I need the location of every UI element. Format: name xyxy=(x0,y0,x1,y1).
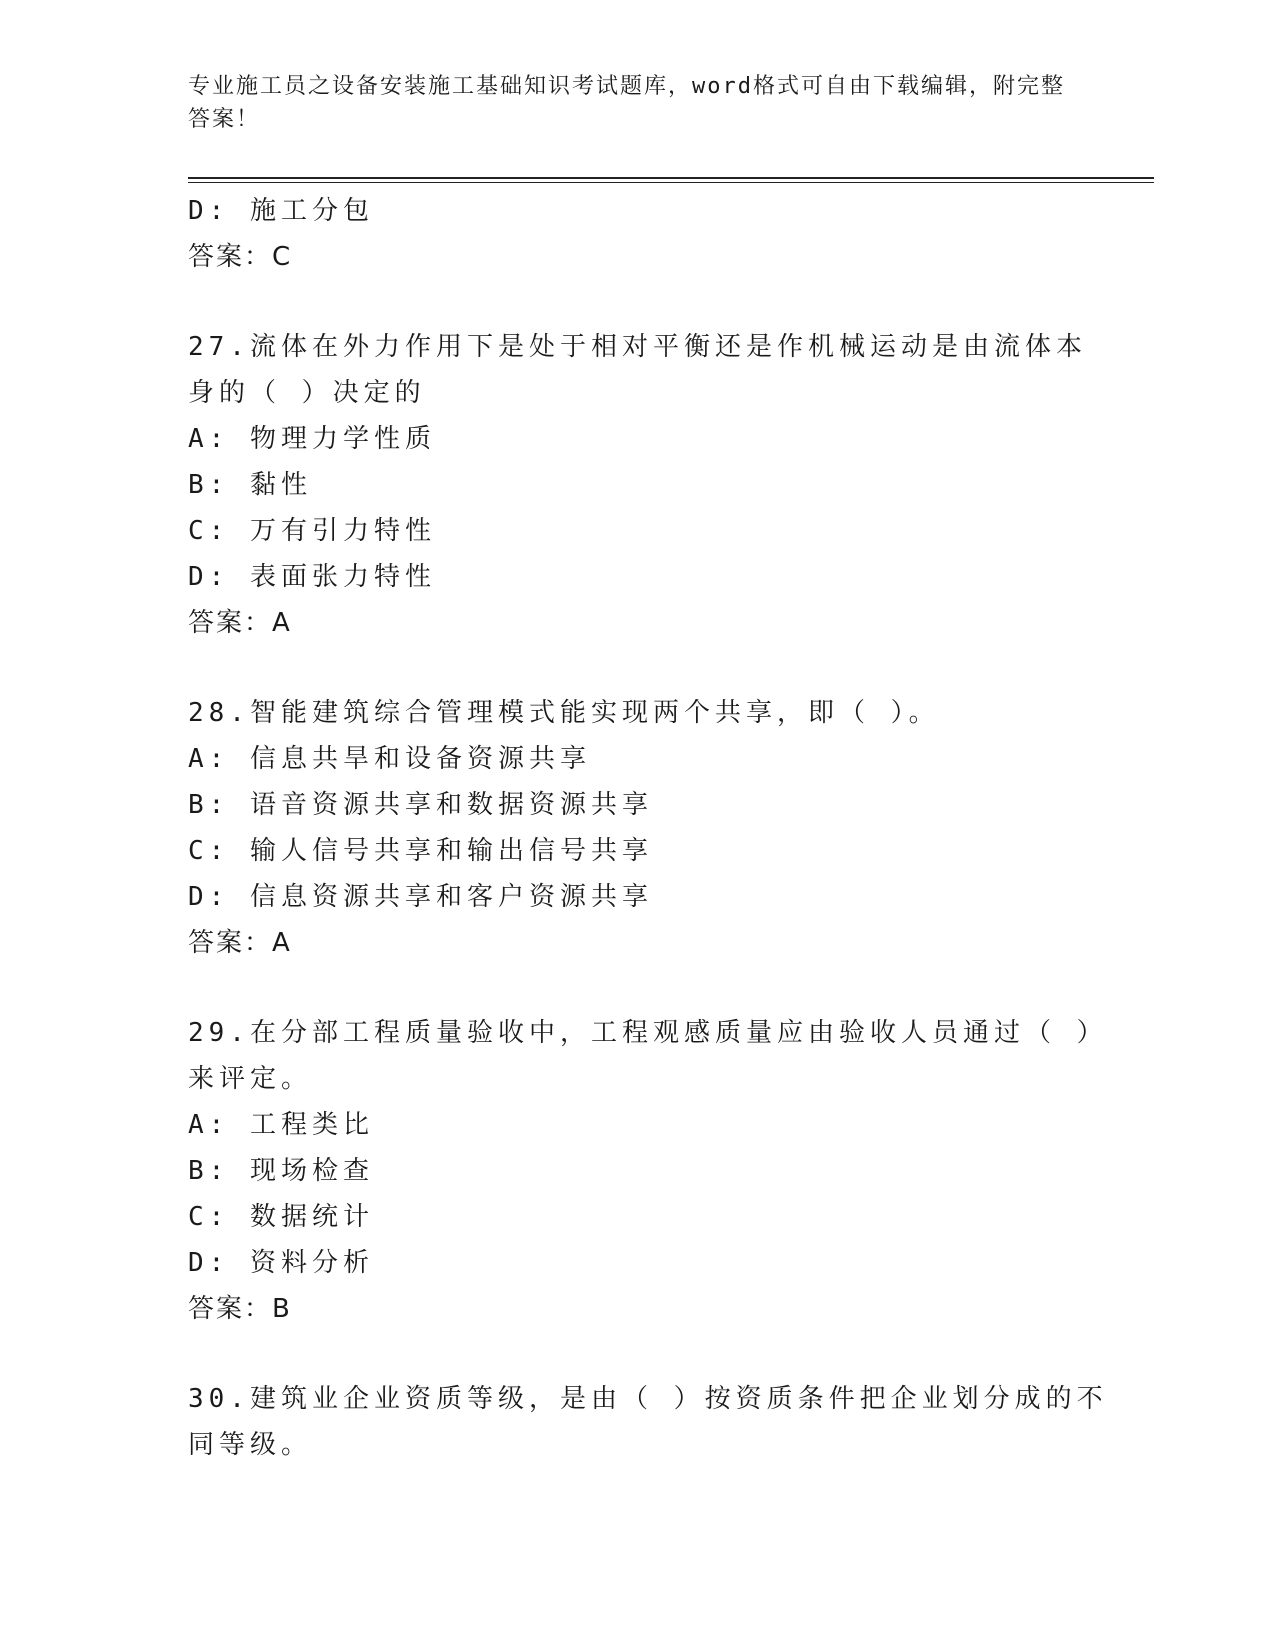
option-b: B: 语音资源共享和数据资源共享 xyxy=(188,790,653,820)
question-27 xyxy=(188,324,1108,646)
option-a: A: 信息共旱和设备资源共享 xyxy=(188,744,591,774)
question-stem: 30.建筑业企业资质等级，是由（ ）按资质条件把企业划分成的不同等级。 xyxy=(188,1384,1108,1460)
question-stem: 27.流体在外力作用下是处于相对平衡还是作机械运动是由流体本身的（ ）决定的 xyxy=(188,332,1087,408)
option-a: A: 物理力学性质 xyxy=(188,424,436,454)
answer-line: 答案：C xyxy=(188,242,293,272)
option-b: B: 现场检查 xyxy=(188,1156,374,1186)
option-c: C: 输人信号共享和输出信号共享 xyxy=(188,836,653,866)
header-divider-thick xyxy=(188,177,1154,179)
option-d: D: 信息资源共享和客户资源共享 xyxy=(188,882,653,912)
answer-line: 答案：A xyxy=(188,928,292,958)
option-a: A: 工程类比 xyxy=(188,1110,374,1140)
question-stem: 29.在分部工程质量验收中，工程观感质量应由验收人员通过（ ）来评定。 xyxy=(188,1018,1108,1094)
option-d: D: 施工分包 xyxy=(188,196,374,226)
option-b: B: 黏性 xyxy=(188,470,312,500)
answer-line: 答案：B xyxy=(188,1294,292,1324)
question-29 xyxy=(188,1010,1108,1332)
option-c: C: 数据统计 xyxy=(188,1202,374,1232)
question-list xyxy=(188,188,1108,1468)
option-d: D: 资料分析 xyxy=(188,1248,374,1278)
question-28 xyxy=(188,690,1108,966)
question-stem: 28.智能建筑综合管理模式能实现两个共享，即（ ）。 xyxy=(188,698,940,728)
question-30 xyxy=(188,1376,1108,1468)
option-c: C: 万有引力特性 xyxy=(188,516,436,546)
answer-line: 答案：A xyxy=(188,608,292,638)
document-header: 专业施工员之设备安装施工基础知识考试题库，word格式可自由下载编辑，附完整答案！ xyxy=(188,74,1065,132)
option-d: D: 表面张力特性 xyxy=(188,562,436,592)
header-divider-thin xyxy=(188,182,1154,183)
